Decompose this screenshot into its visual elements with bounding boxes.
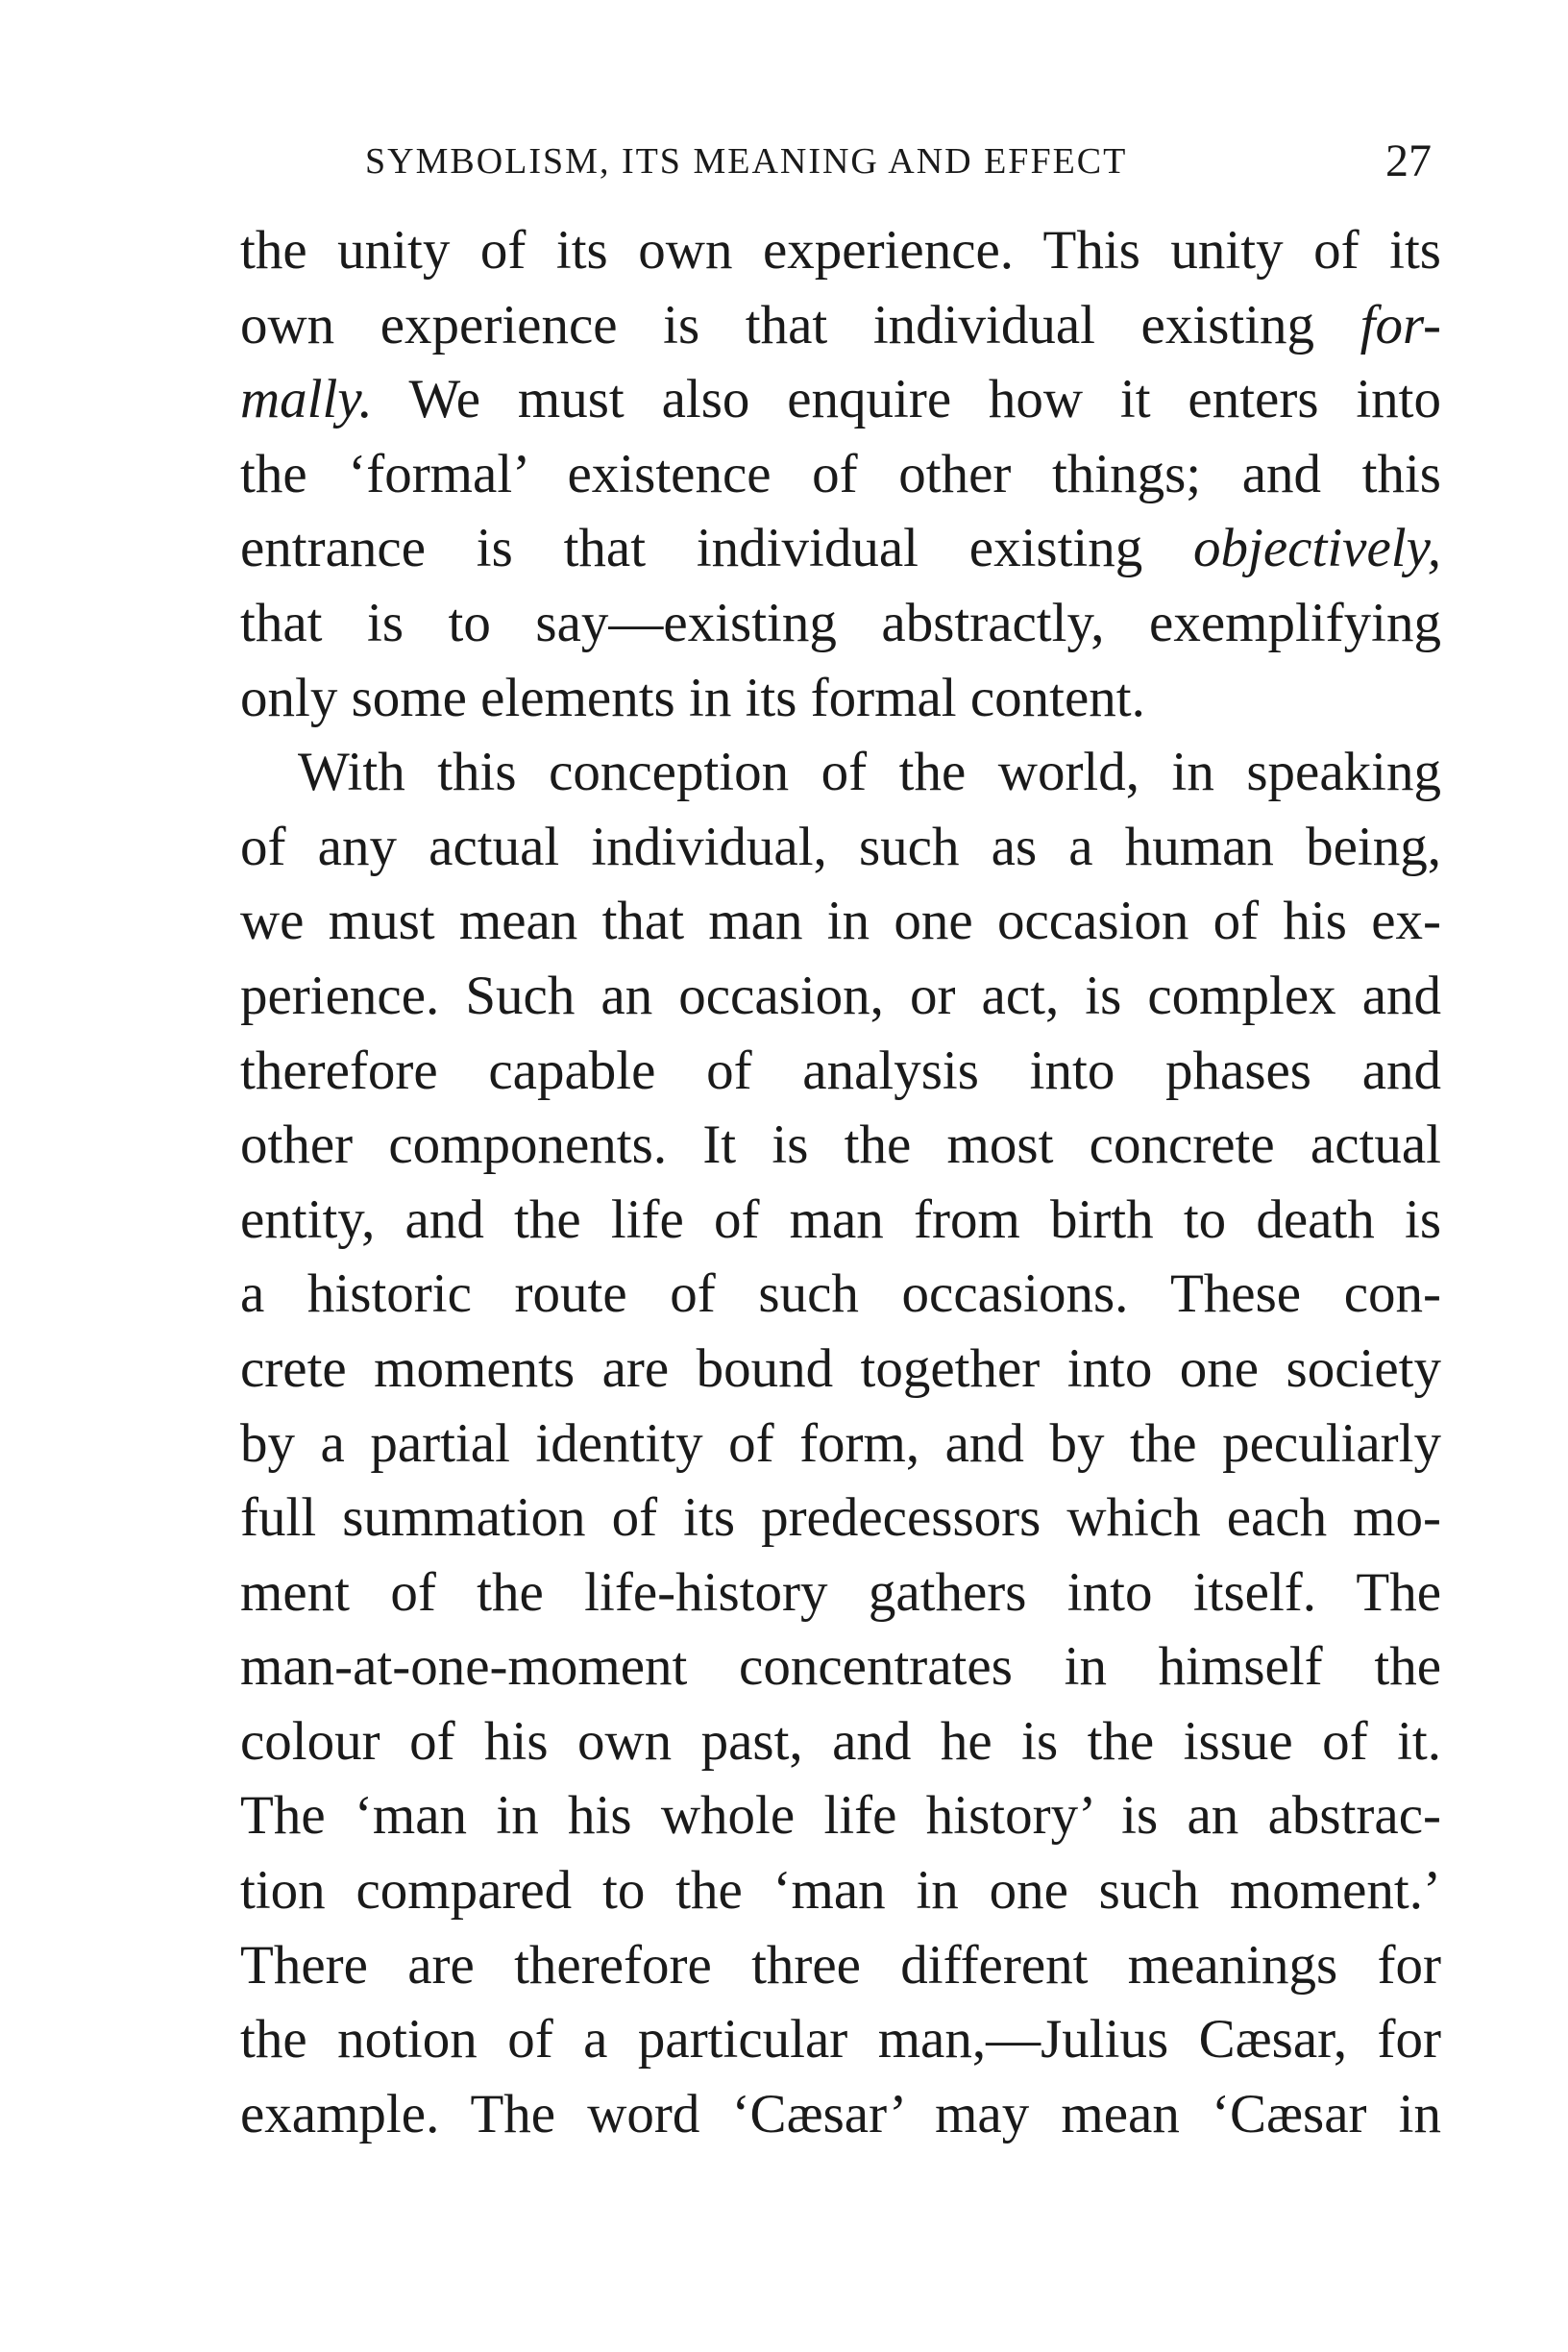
text-span: entrance is that individual existing: [240, 518, 1143, 579]
text-line: [240, 511, 1441, 586]
text-line: perience. Such an occasion, or act, is complex and: [240, 965, 1441, 1026]
text-line: therefore capable of analysis into phases and: [240, 1040, 1441, 1101]
text-line: The ‘man in his whole life history’ is an abstrac-: [240, 1785, 1441, 1847]
text-line: we must mean that man in one occasion of his ex-: [240, 891, 1441, 952]
running-head: [365, 135, 1432, 192]
text-line: [240, 362, 1441, 437]
text-line: full summation of its predecessors which each mo-: [240, 1487, 1441, 1549]
text-line: man-at-one-moment concentrates in himself the: [240, 1636, 1441, 1698]
text-line: [240, 288, 1441, 363]
text-line: ment of the life-history gathers into itself. The: [240, 1561, 1441, 1623]
italic-text: objectively,: [1193, 518, 1441, 579]
text-line: the ‘formal’ existence of other things; and this: [240, 443, 1441, 504]
italic-text: for-: [1360, 294, 1442, 355]
text-line: crete moments are bound together into one society: [240, 1337, 1441, 1399]
text-line: There are therefore three different meanings for: [240, 1934, 1441, 1996]
text-span: We must also enquire how it enters into: [408, 369, 1441, 430]
running-title: SYMBOLISM, ITS MEANING AND EFFECT: [365, 141, 1128, 182]
italic-text: mally.: [240, 369, 373, 430]
text-line: a historic route of such occasions. These con-: [240, 1263, 1441, 1325]
text-line: With this conception of the world, in speaking: [298, 742, 1441, 803]
text-line: example. The word ‘Cæsar’ may mean ‘Cæsar in: [240, 2083, 1441, 2144]
text-line: that is to say—existing abstractly, exemplifying: [240, 592, 1441, 653]
text-line: of any actual individual, such as a human being,: [240, 816, 1441, 877]
text-line: colour of his own past, and he is the issue of it.: [240, 1710, 1441, 1772]
text-line: other components. It is the most concrete actual: [240, 1115, 1441, 1176]
text-span: own experience is that individual existing: [240, 294, 1315, 355]
text-line: entity, and the life of man from birth to death is: [240, 1188, 1441, 1250]
text-line: tion compared to the ‘man in one such moment.’: [240, 1860, 1441, 1922]
body-text: [240, 213, 1441, 2151]
text-line: the unity of its own experience. This unity of its: [240, 220, 1441, 281]
text-line: by a partial identity of form, and by the peculiarly: [240, 1412, 1441, 1474]
text-line: the notion of a particular man,—Julius Cæsar, for: [240, 2009, 1441, 2070]
text-line: only some elements in its formal content.: [240, 667, 1145, 728]
page-number: 27: [1385, 135, 1432, 186]
